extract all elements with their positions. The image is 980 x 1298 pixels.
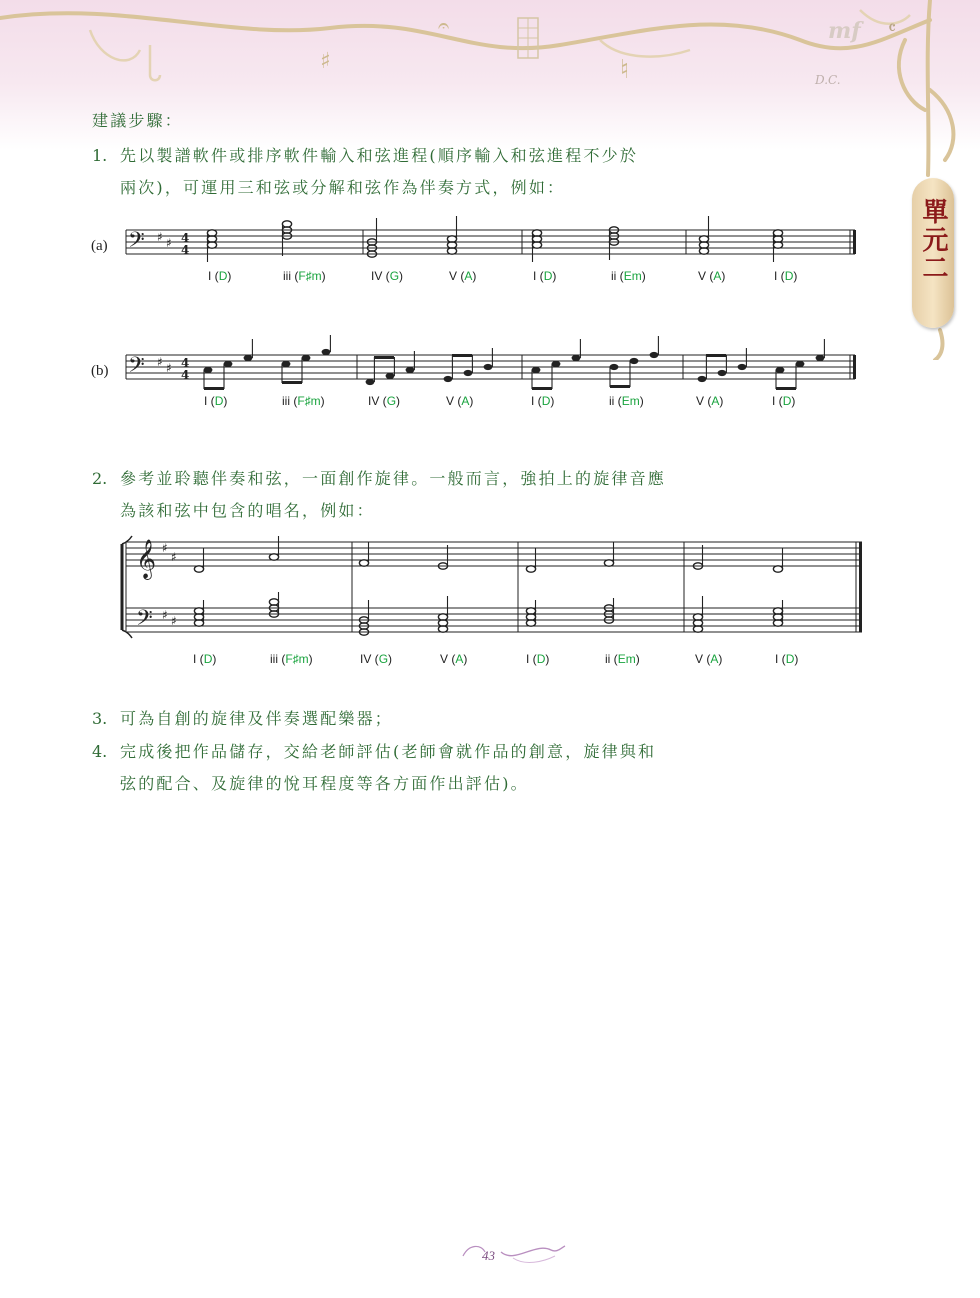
chord-name: Em [621, 394, 640, 408]
chord-roman: V [446, 394, 455, 408]
chord-name: D [214, 394, 224, 408]
score-example-a [0, 210, 980, 290]
svg-text:I (D): I (D) [774, 269, 798, 283]
svg-text:iii (F♯m): iii (F♯m) [270, 652, 313, 666]
svg-text:ii (Em): ii (Em) [609, 394, 644, 408]
svg-text:ii (Em): ii (Em) [611, 269, 646, 283]
svg-text:♯: ♯ [320, 49, 331, 74]
chord-roman: I [531, 394, 535, 408]
svg-text:V (A): V (A) [446, 394, 474, 408]
chord-roman: ii [605, 652, 611, 666]
svg-text:IV (G): IV (G) [360, 652, 393, 666]
step-2 [92, 463, 666, 527]
step-1-line-1: 先以製譜軟件或排序軟件輸入和弦進程(順序輸入和弦進程不少於 [120, 146, 639, 165]
svg-text:I (D): I (D) [208, 269, 232, 283]
sharp-icon: ♯ [157, 355, 163, 369]
page-number-ornament [455, 1238, 575, 1268]
svg-text:V (A): V (A) [696, 394, 724, 408]
chord-name: Em [617, 652, 636, 666]
step-3-number: 3. [92, 709, 108, 728]
example-b-label: (b) [91, 363, 109, 379]
chord-name: D [218, 269, 228, 283]
chord-roman: V [696, 394, 705, 408]
chord-name: D [536, 652, 546, 666]
svg-text:I (D): I (D) [533, 269, 557, 283]
score-example-grand-staff [0, 530, 980, 680]
svg-text:𝄴: 𝄴 [888, 18, 897, 39]
bass-clef-icon: 𝄢 [136, 606, 153, 636]
svg-text:V (A): V (A) [698, 269, 726, 283]
step-4-line-2: 弦的配合、及旋律的悅耳程度等各方面作出評估)。 [120, 774, 529, 793]
chord-name: G [389, 269, 400, 283]
chord-roman: iii [282, 394, 290, 408]
chord-roman: I [193, 652, 197, 666]
svg-text:I (D): I (D) [526, 652, 550, 666]
chord-name: D [541, 394, 551, 408]
svg-text:V (A): V (A) [449, 269, 477, 283]
sharp-icon: ♯ [166, 236, 172, 250]
unit-tab-label: 單元二 [918, 198, 948, 282]
chord-name: F♯m [297, 394, 321, 408]
chord-roman: ii [609, 394, 615, 408]
svg-text:IV (G): IV (G) [371, 269, 404, 283]
page-number: 43 [482, 1248, 495, 1263]
chord-name: A [461, 394, 470, 408]
chord-roman: IV [371, 269, 383, 283]
chord-name: F♯m [285, 652, 309, 666]
svg-text:I (D): I (D) [531, 394, 555, 408]
chord-name: D [203, 652, 213, 666]
chord-name: D [782, 394, 792, 408]
chord-roman: I [772, 394, 776, 408]
chord-roman: V [440, 652, 449, 666]
half-note-chords [207, 221, 782, 257]
chord-roman: V [695, 652, 704, 666]
sharp-icon: ♯ [166, 361, 172, 375]
chord-roman: I [204, 394, 208, 408]
chord-roman: I [774, 269, 778, 283]
sharp-icon: ♯ [171, 614, 177, 628]
step-1-line-2: 兩次)，可運用三和弦或分解和弦作為伴奏方式，例如： [120, 178, 566, 197]
svg-text:V (A): V (A) [695, 652, 723, 666]
svg-text:V (A): V (A) [440, 652, 468, 666]
chord-roman: I [533, 269, 537, 283]
step-2-number: 2. [92, 469, 108, 488]
chord-name: A [711, 394, 720, 408]
treble-clef-icon: 𝄞 [136, 539, 157, 579]
example-a-label: (a) [91, 238, 108, 254]
chord-roman: I [775, 652, 779, 666]
steps-heading: 建議步驟： [92, 111, 184, 130]
chord-roman: IV [368, 394, 380, 408]
sharp-icon: ♯ [157, 230, 163, 244]
chord-name: D [784, 269, 794, 283]
step-1-number: 1. [92, 146, 108, 165]
svg-text:I (D): I (D) [193, 652, 217, 666]
step-3 [92, 706, 393, 729]
step-2-line-2: 為該和弦中包含的唱名，例如： [120, 501, 375, 520]
svg-text:IV (G): IV (G) [368, 394, 401, 408]
chord-roman: I [208, 269, 212, 283]
svg-text:iii (F♯m): iii (F♯m) [283, 269, 326, 283]
bass-half-note-chords [194, 599, 782, 635]
chord-name: Em [623, 269, 642, 283]
svg-text:I (D): I (D) [772, 394, 796, 408]
svg-text:4: 4 [181, 231, 190, 245]
chord-roman: V [698, 269, 707, 283]
chord-name: A [710, 652, 719, 666]
bass-clef-icon: 𝄢 [128, 228, 145, 258]
chord-name: A [713, 269, 722, 283]
dc-symbol: D.C. [815, 73, 841, 87]
svg-text:4: 4 [181, 368, 190, 382]
sharp-icon: ♯ [162, 541, 168, 555]
chord-roman: iii [283, 269, 291, 283]
chord-roman: V [449, 269, 458, 283]
svg-text:I (D): I (D) [204, 394, 228, 408]
svg-text:𝄐: 𝄐 [438, 13, 450, 37]
svg-text:4: 4 [181, 243, 190, 257]
svg-text:♮: ♮ [620, 55, 630, 85]
step-4-number: 4. [92, 742, 108, 761]
chord-name: G [378, 652, 389, 666]
step-4-line-1: 完成後把作品儲存，交給老師評估(老師會就作品的創意，旋律與和 [120, 742, 657, 761]
chord-roman: I [526, 652, 530, 666]
chord-roman: iii [270, 652, 278, 666]
chord-name: A [464, 269, 473, 283]
step-1 [92, 140, 638, 204]
melody-half-notes [194, 554, 782, 572]
chord-roman: ii [611, 269, 617, 283]
step-3-line-1: 可為自創的旋律及伴奏選配樂器； [120, 709, 394, 728]
bass-clef-icon: 𝄢 [128, 353, 145, 383]
svg-text:I (D): I (D) [775, 652, 799, 666]
svg-text:ii (Em): ii (Em) [605, 652, 640, 666]
svg-text:4: 4 [181, 356, 190, 370]
step-4 [92, 736, 656, 800]
score-example-b [0, 335, 980, 415]
chord-roman: IV [360, 652, 372, 666]
chord-name: A [455, 652, 464, 666]
chord-name: G [386, 394, 397, 408]
sharp-icon: ♯ [171, 550, 177, 564]
svg-text:iii (F♯m): iii (F♯m) [282, 394, 325, 408]
step-2-line-1: 參考並聆聽伴奏和弦，一面創作旋律。一般而言，強拍上的旋律音應 [120, 469, 667, 488]
chord-name: F♯m [298, 269, 322, 283]
chord-name: D [785, 652, 795, 666]
mf-symbol: mf [828, 18, 861, 44]
chord-name: D [543, 269, 553, 283]
sharp-icon: ♯ [162, 608, 168, 622]
